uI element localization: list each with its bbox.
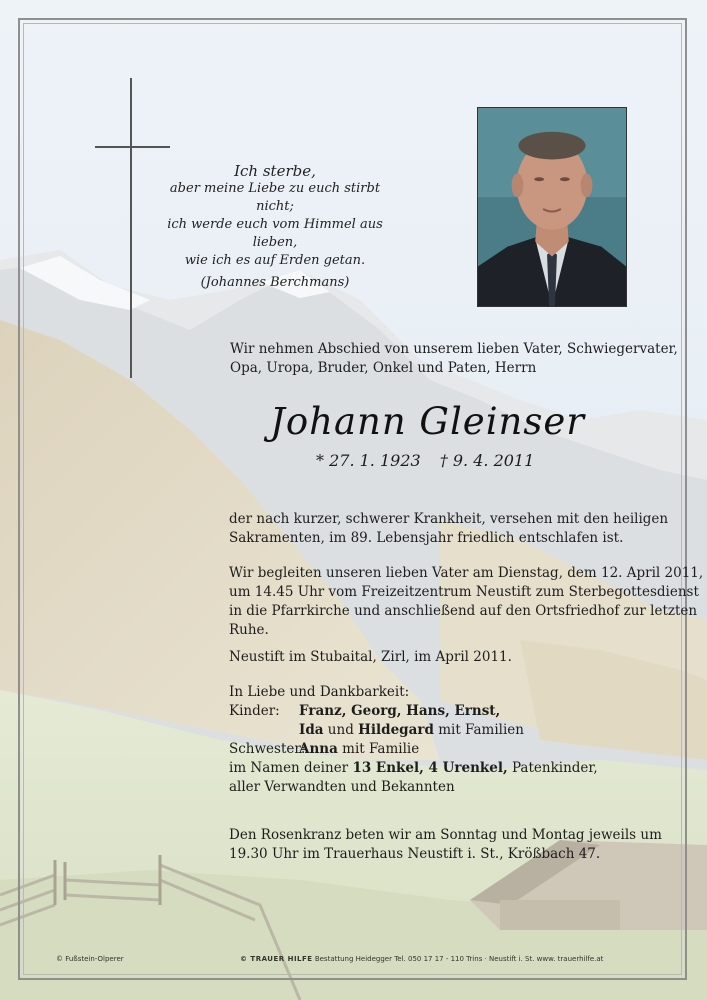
intro-line: Wir nehmen Abschied von unserem lieben Vater, Schwiegervater, [230, 341, 678, 357]
quote-line: wie ich es auf Erden getan. [184, 253, 366, 268]
birth-date: * 27. 1. 1923 [316, 451, 421, 470]
conjunction: und [323, 722, 359, 738]
footer-imprint [240, 955, 603, 963]
funeral-paragraph [229, 564, 704, 640]
grandchildren-count: 13 Enkel, 4 Urenkel, [352, 760, 508, 776]
sister-row [229, 740, 629, 759]
quote-line: aber meine Liebe zu euch stirbt nicht; [169, 181, 381, 214]
life-dates [316, 451, 656, 470]
sister-family: mit Familie [337, 741, 420, 757]
death-notice-paragraph [229, 510, 669, 548]
quote-author: (Johannes Berchmans) [200, 275, 350, 290]
cross-icon-vertical [130, 78, 132, 378]
grandchildren-line [229, 759, 629, 778]
death-date: † 9. 4. 2011 [439, 451, 535, 470]
rosary-paragraph [229, 826, 662, 864]
paragraph-line: um 14.45 Uhr vom Freizeitzentrum Neustift zum Sterbegottesdienst [229, 584, 699, 600]
deceased-name: Johann Gleinser [270, 400, 585, 443]
intro-line: Opa, Uropa, Bruder, Onkel und Paten, Herrn [230, 360, 537, 376]
portrait-photo [477, 107, 627, 307]
grand-prefix: im Namen deiner [229, 760, 353, 776]
quote-line: ich werde euch vom Himmel aus lieben, [167, 217, 383, 250]
children-names: Franz, Georg, Hans, Ernst, [299, 703, 501, 719]
paragraph-line: Wir begleiten unseren lieben Vater am Dienstag, dem 12. April 2011, [229, 565, 704, 581]
paragraph-line: in die Pfarrkirche und anschließend auf den Ortsfriedhof zur letzten [229, 603, 698, 619]
godchildren-text: Patenkinder, [507, 760, 598, 776]
child-name: Ida [299, 722, 324, 738]
paragraph-line: der nach kurzer, schwerer Krankheit, versehen mit den heiligen [229, 511, 669, 527]
child-name: Hildegard [358, 722, 434, 738]
sister-label: Schwester: [229, 741, 306, 757]
families-text: mit Familien [433, 722, 524, 738]
trauerhilfe-logo: © TRAUER HILFE [240, 955, 313, 963]
children-row-2 [229, 721, 629, 740]
family-section [229, 683, 629, 797]
paragraph-line: Sakramenten, im 89. Lebensjahr friedlich entschlafen ist. [229, 530, 624, 546]
cross-icon-horizontal [95, 146, 170, 148]
paragraph-line: 19.30 Uhr im Trauerhaus Neustift i. St., Krößbach 47. [229, 846, 601, 862]
paragraph-line: Ruhe. [229, 622, 269, 638]
children-label: Kinder: [229, 703, 280, 719]
paragraph-line: Den Rosenkranz beten wir am Sonntag und Montag jeweils um [229, 827, 662, 843]
funeral-company-info: Bestattung Heidegger Tel. 050 17 17 - 110 Trins · Neustift i. St. www. trauerhilfe.at [314, 955, 604, 963]
sister-name: Anna [299, 741, 338, 757]
memorial-quote [150, 162, 400, 292]
quote-line: Ich sterbe, [234, 162, 316, 180]
relatives-line: aller Verwandten und Bekannten [229, 779, 455, 795]
children-names-2 [299, 721, 524, 740]
place-date-line: Neustift im Stubaital, Zirl, im April 2011. [229, 649, 512, 665]
family-heading: In Liebe und Dankbarkeit: [229, 684, 410, 700]
children-row [229, 702, 629, 721]
photo-credit: © Fußstein-Olperer [56, 955, 124, 963]
intro-text [230, 340, 678, 378]
